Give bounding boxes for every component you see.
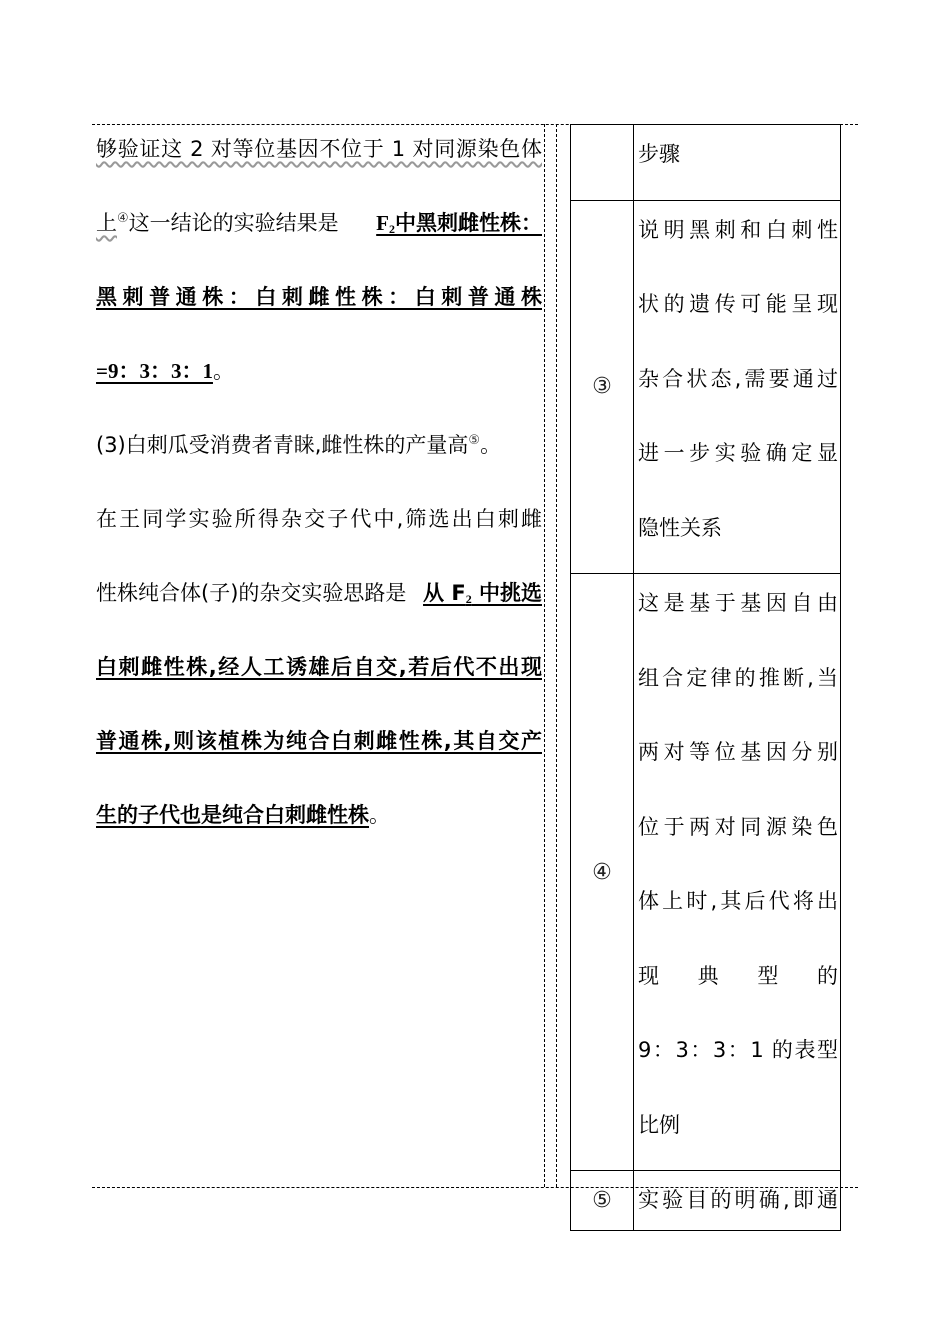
text-line-2 — [96, 186, 542, 260]
table-cell-num — [571, 1171, 634, 1231]
column-divider-left — [544, 124, 545, 1187]
approach-from-f: 从 F — [423, 581, 466, 605]
result-answer-part1: 中黑刺雌性株： — [395, 211, 542, 235]
note-line: 9：3：3：1 的表型 — [638, 1038, 838, 1062]
note-line: 说明黑刺和白刺性 — [638, 217, 838, 242]
text-line-5-end: 。 — [480, 433, 502, 457]
text-line-4-end: 。 — [212, 359, 234, 383]
approach-answer-start — [423, 556, 542, 630]
table-cell-head — [634, 125, 841, 201]
text-line-6: 在王同学实验所得杂交子代中,筛选出白刺雌 — [96, 507, 542, 531]
table-row-note-4 — [571, 574, 841, 1171]
table-row-head — [571, 125, 841, 201]
table-cell-num-empty — [571, 125, 634, 201]
f2-subscript: 2 — [389, 222, 395, 236]
note-number-5: ⑤ — [592, 1188, 612, 1213]
note-line: 两对等位基因分别 — [638, 740, 838, 764]
note-line: 体上时,其后代将出 — [638, 889, 838, 913]
note-line: 杂合状态,需要通过 — [638, 366, 838, 391]
note-line: 位于两对同源染色 — [638, 814, 838, 839]
f2-label: F — [376, 211, 389, 235]
table-head-text: 步骤 — [638, 142, 680, 166]
text-line-4 — [96, 334, 542, 408]
column-divider-right — [556, 124, 557, 1187]
note-line: 现 典 型 的 — [638, 963, 838, 988]
text-line-2-pre: 上 — [96, 211, 117, 235]
text-line-5 — [96, 408, 542, 482]
result-ratio: =9：3：3：1 — [96, 359, 213, 383]
answer-text-column — [96, 112, 542, 852]
table-cell-num — [571, 574, 634, 1171]
question-3-text: (3)白刺瓜受消费者青睐,雌性株的产量高 — [96, 433, 469, 457]
table-cell-note — [634, 200, 841, 574]
approach-select: 中挑选 — [471, 581, 542, 605]
table-row-note-5 — [571, 1171, 841, 1231]
note-line: 组合定律的推断,当 — [638, 665, 838, 690]
table-row-note-3 — [571, 200, 841, 574]
text-line-1 — [96, 112, 542, 186]
result-answer-start — [376, 186, 542, 260]
note-line: 状的遗传可能呈现 — [638, 292, 838, 316]
f2-subscript-2: 2 — [465, 592, 472, 606]
note-line: 隐性关系 — [638, 515, 722, 540]
text-line-10 — [96, 778, 542, 852]
note-number-3: ③ — [592, 374, 612, 400]
text-line-8: 白刺雌性株,经人工诱雄后自交,若后代不出现 — [96, 655, 542, 679]
note-line: 进一步实验确定显 — [638, 441, 838, 465]
note-line: 这是基于基因自由 — [638, 591, 838, 615]
note-line: 比例 — [638, 1112, 680, 1137]
table-cell-num — [571, 200, 634, 574]
approach-answer-end: 生的子代也是纯合白刺雌性株 — [96, 803, 369, 827]
text-line-9: 普通株,则该植株为纯合白刺雌性株,其自交产 — [96, 729, 542, 753]
table-cell-note — [634, 574, 841, 1171]
text-line-10-end: 。 — [369, 803, 390, 827]
text-line-2-mid: 这一结论的实验结果是 — [128, 211, 339, 235]
annotation-mark-4: ④ — [117, 211, 129, 226]
text-line-2-lead — [96, 186, 339, 260]
annotation-mark-5: ⑤ — [468, 433, 481, 448]
table-cell-note — [634, 1171, 841, 1231]
text-line-7-pre: 性株纯合体(子)的杂交实验思路是 — [96, 581, 407, 605]
note-line: 实验目的明确,即通 — [638, 1188, 838, 1212]
text-line-1-content: 够验证这 2 对等位基因不位于 1 对同源染色体 — [96, 137, 542, 161]
text-line-3: 黑刺普通株：白刺雌性株：白刺普通株 — [96, 285, 542, 309]
annotation-table — [570, 124, 841, 1231]
text-line-7 — [96, 556, 542, 630]
note-number-4: ④ — [592, 859, 612, 885]
